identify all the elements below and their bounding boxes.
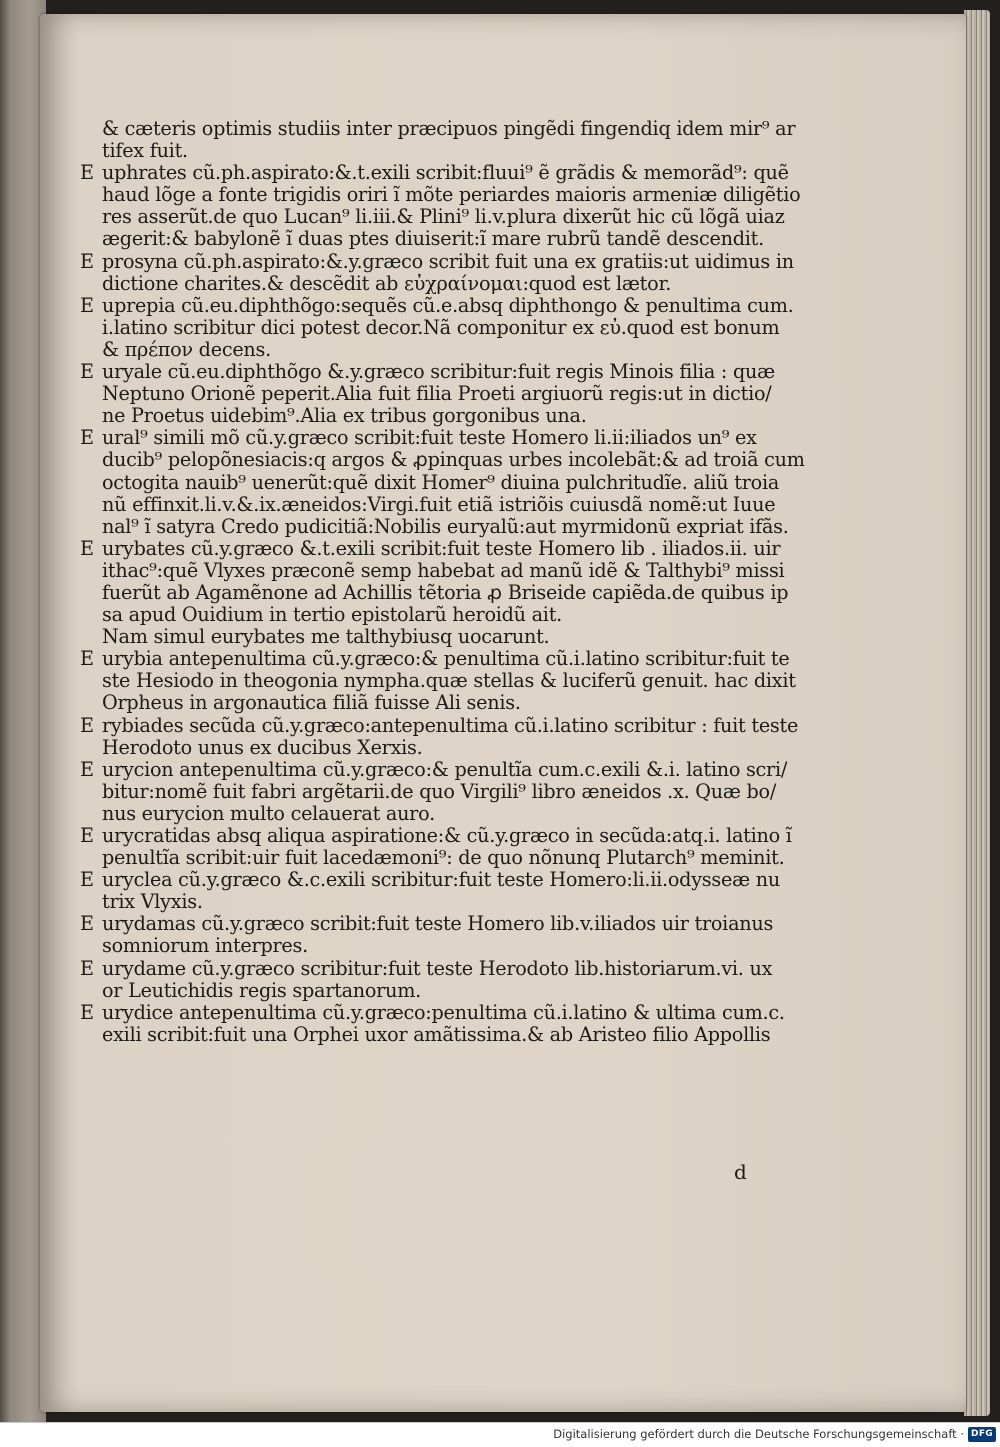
entry-initial: E <box>80 868 94 892</box>
entry-initial: E <box>80 536 94 560</box>
text-line <box>80 536 781 560</box>
text-line <box>80 580 789 604</box>
text-line <box>80 293 794 317</box>
line-text: ægerit:& babylonẽ ĩ duas ptes diuiserit:ĩ mare rubrũ tandẽ descendit. <box>102 227 764 251</box>
line-text: urydamas cũ.y.græco scribit:fuit teste Homero lib.v.iliados uir troianus <box>102 912 774 936</box>
line-text: Herodoto unus ex ducibus Xerxis. <box>102 735 423 759</box>
line-text: urydame cũ.y.græco scribitur:fuit teste Herodoto lib.historiarum.vi. ux <box>102 956 773 980</box>
line-text: trix Vlyxis. <box>102 890 203 914</box>
text-line <box>80 273 770 295</box>
footer-bar <box>0 1422 1000 1447</box>
line-text: ithac⁹:quẽ Vlyxes præconẽ semp habebat ad manũ idẽ & Talthybi⁹ missi <box>102 558 785 582</box>
text-line <box>80 647 790 671</box>
footer-credit-text: Digitalisierung gefördert durch die Deutsche Forschungsgemeinschaft · <box>553 1427 964 1441</box>
line-text: or Leutichidis regis spartanorum. <box>102 978 421 1002</box>
text-line <box>80 514 789 538</box>
text-line <box>80 737 770 759</box>
text-line <box>80 249 794 273</box>
line-text: urycratidas absq aliqua aspiratione:& cũ.y.græco in secũda:atq.i. latino ĩ <box>102 824 792 847</box>
line-text: i.latino scribitur dici potest decor.Nã componitur ex εὐ.quod est bonum <box>102 315 780 339</box>
line-text: nal⁹ ĩ satyra Credo pudicitiã:Nobilis euryalũ:aut myrmidonũ expriat ifãs. <box>102 514 789 538</box>
entry-initial: E <box>80 956 94 980</box>
text-line <box>80 228 770 250</box>
line-text: Nam simul eurybates me talthybiusq uocarunt. <box>102 625 550 649</box>
line-text: urycion antepenultima cũ.y.græco:& penultĩa cum.c.exili &.i. latino scri/ <box>102 757 788 781</box>
line-text: ste Hesiodo in theogonia nympha.quæ stellas & luciferũ genuit. hac dixit <box>102 669 796 693</box>
text-line <box>80 1000 785 1024</box>
line-text: Orpheus in argonautica filiã fuisse Ali senis. <box>102 691 521 715</box>
text-line <box>80 824 792 847</box>
entry-initial: E <box>80 249 94 273</box>
text-line <box>80 427 770 449</box>
line-text: sa apud Ouidium in tertio epistolarũ heroidũ ait. <box>102 603 563 627</box>
text-line <box>80 669 796 693</box>
text-line <box>80 604 770 626</box>
text-line <box>80 846 785 870</box>
text-line <box>80 626 770 648</box>
entry-initial: E <box>80 912 94 936</box>
line-text: bitur:nomẽ fuit fabri argẽtarii.de quo Virgili⁹ libro æneidos .x. Quæ bo/ <box>102 779 777 803</box>
text-line <box>80 161 789 185</box>
text-line <box>80 205 785 229</box>
line-text: nus eurycion multo celauerat auro. <box>102 801 435 825</box>
entry-initial: E <box>80 426 94 450</box>
dfg-logo: DFG <box>968 1427 996 1442</box>
line-text: haud lõge a fonte trigidis oriri ĩ mõte periardes maioris armeniæ diligẽtio <box>102 183 801 207</box>
text-line <box>80 891 770 913</box>
signature-mark: d <box>734 1160 747 1184</box>
line-text: dictione charites.& descẽdit ab εὐχραίνομαι:quod est lætor. <box>102 271 672 295</box>
line-text: Neptuno Orionẽ peperit.Alia fuit filia Proeti argiuorũ regis:ut in dictio/ <box>102 382 772 406</box>
text-line <box>80 558 785 582</box>
text-line <box>80 140 770 162</box>
book-page-edges <box>964 10 990 1416</box>
line-text: uphrates cũ.ph.aspirato:&.t.exili scribit:fluui⁹ ẽ grãdis & memorãd⁹: quẽ <box>102 161 789 185</box>
text-line <box>80 757 788 781</box>
line-text: rybiades secũda cũ.y.græco:antepenultima cũ.i.latino scribitur : fuit teste <box>102 713 799 737</box>
text-line <box>80 713 799 737</box>
line-text: octogita nauib⁹ uenerũt:quẽ dixit Homer⁹ diuina pulchritudĩe. aliũ troia <box>102 470 780 494</box>
line-text: uryclea cũ.y.græco &.c.exili scribitur:fuit teste Homero:li.ii.odysseæ nu <box>102 868 780 892</box>
line-text: exili scribit:fuit una Orphei uxor amãtissima.& ab Aristeo filio Appollis <box>102 1022 771 1046</box>
entry-initial: E <box>80 757 94 781</box>
line-text: penultĩa scribit:uir fuit lacedæmoni⁹: de quo nõnunq Plutarch⁹ meminit. <box>102 846 785 870</box>
line-text: & πρέπον decens. <box>102 337 271 361</box>
page-text-block <box>80 117 805 1046</box>
text-line <box>80 1024 770 1046</box>
text-line <box>80 448 805 472</box>
line-text: fuerũt ab Agamẽnone ad Achillis tẽtoria ꝓ Briseide capiẽda.de quibus ip <box>102 580 789 604</box>
line-text: uprepia cũ.eu.diphthõgo:sequẽs cũ.e.absq diphthongo & penultima cum. <box>102 293 794 317</box>
text-line <box>80 868 780 892</box>
text-line <box>80 183 801 207</box>
text-line <box>80 339 770 361</box>
text-line <box>80 383 770 405</box>
entry-initial: E <box>80 1000 94 1024</box>
line-text: ducib⁹ pelopõnesiacis:q argos & ꝓpinquas urbes incolebãt:& ad troiã cum <box>102 448 805 472</box>
line-text: somniorum interpres. <box>102 934 308 958</box>
text-line <box>80 935 770 957</box>
text-line <box>80 779 777 803</box>
text-line <box>80 470 780 494</box>
text-line <box>80 803 770 825</box>
line-text: ural⁹ simili mõ cũ.y.græco scribit:fuit teste Homero li.ii:iliados un⁹ ex <box>102 426 757 450</box>
text-line <box>80 117 796 140</box>
entry-initial: E <box>80 161 94 185</box>
line-text: nũ effinxit.li.v.&.ix.æneidos:Virgi.fuit etiã istriõis cuiusdã nomẽ:ut Iuue <box>102 492 776 516</box>
entry-initial: E <box>80 293 94 317</box>
line-text: prosyna cũ.ph.aspirato:&.y.græco scribit fuit una ex gratiis:ut uidimus in <box>102 249 794 273</box>
text-line <box>80 315 780 339</box>
line-text: uryale cũ.eu.diphthõgo &.y.græco scribitur:fuit regis Minois filia : quæ <box>102 360 775 384</box>
entry-initial: E <box>80 713 94 737</box>
line-text: tifex fuit. <box>102 139 188 163</box>
entry-initial: E <box>80 360 94 384</box>
line-text: ne Proetus uidebim⁹.Alia ex tribus gorgonibus una. <box>102 404 587 428</box>
entry-initial: E <box>80 647 94 671</box>
line-text: res asserũt.de quo Lucan⁹ li.iii.& Plini⁹ li.v.plura dixerũt hic cũ lõgã uiaz <box>102 205 785 229</box>
entry-initial: E <box>80 824 94 847</box>
line-text: & cæteris optimis studiis inter præcipuos pingẽdi fingendiq idem mir⁹ ar <box>102 117 796 140</box>
line-text: urybia antepenultima cũ.y.græco:& penultima cũ.i.latino scribitur:fuit te <box>102 647 790 671</box>
text-line <box>80 956 773 980</box>
text-line <box>80 405 770 427</box>
line-text: urybates cũ.y.græco &.t.exili scribit:fuit teste Homero lib . iliados.ii. uir <box>102 536 781 560</box>
text-line <box>80 980 770 1002</box>
text-line <box>80 912 774 936</box>
text-line <box>80 692 770 714</box>
line-text: urydice antepenultima cũ.y.græco:penultima cũ.i.latino & ultima cum.c. <box>102 1000 785 1024</box>
text-line <box>80 360 775 384</box>
text-line <box>80 492 776 516</box>
